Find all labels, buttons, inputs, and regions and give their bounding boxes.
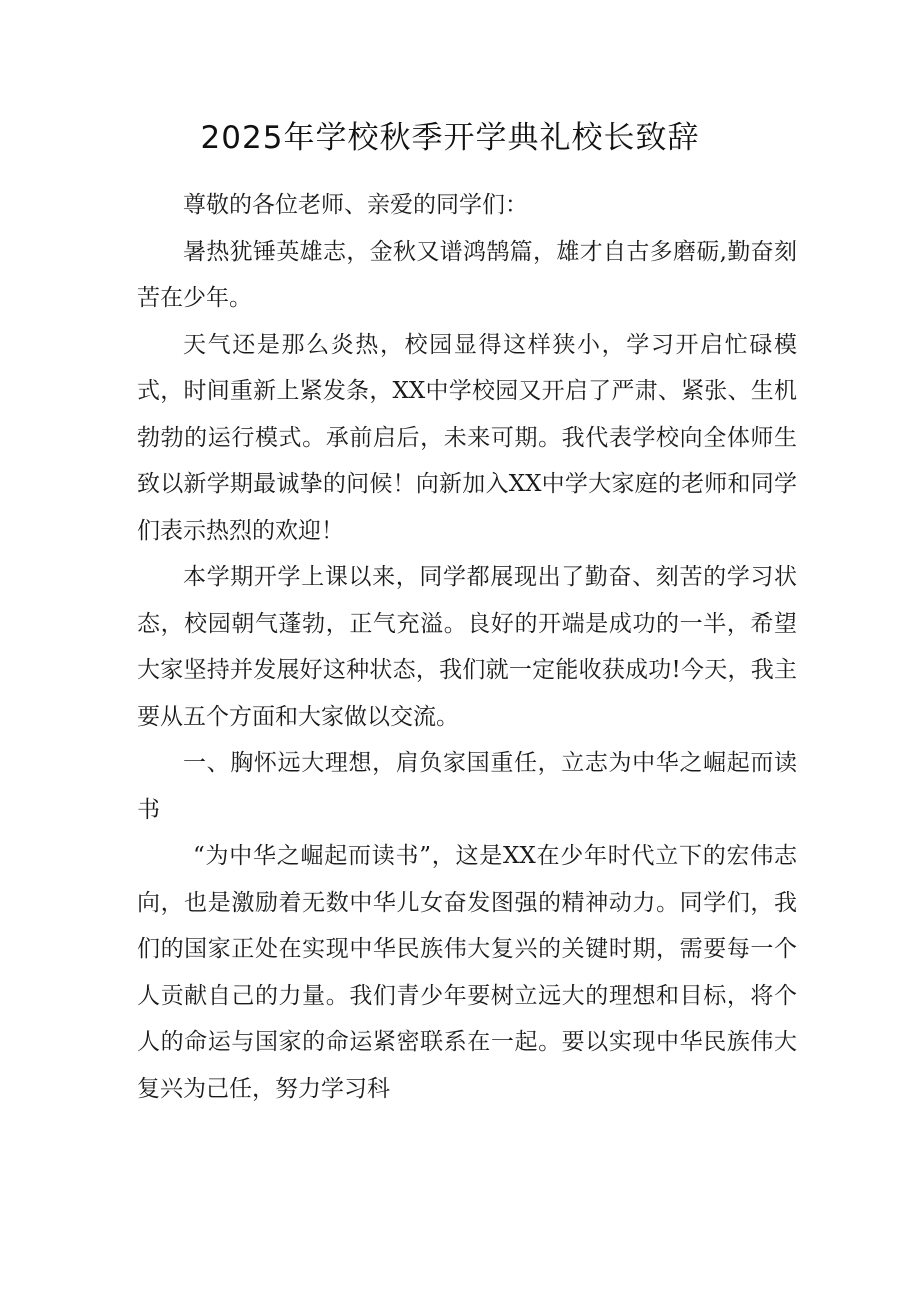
section-heading-one: 一、胸怀远大理想，肩负家国重任，立志为中华之崛起而读书 (137, 750, 797, 823)
opening-verse-paragraph: 暑热犹锤英雄志，金秋又谱鸿鹄篇，雄才自古多磨砺,勤奋刻苦在少年。 (137, 238, 797, 311)
introduction-paragraph: 本学期开学上课以来，同学都展现出了勤奋、刻苦的学习状态，校园朝气蓬勃，正气充溢。良好的开端是成功的一半，希望大家坚持并发展好这种状态，我们就一定能收获成功!今天，我主要从五个方面和大家做以交流。 (137, 564, 797, 730)
welcome-paragraph: 天气还是那么炎热，校园显得这样狭小，学习开启忙碌模式，时间重新上紧发条，XX中学校园又开启了严肃、紧张、生机勃勃的运行模式。承前启后，未来可期。我代表学校向全体师生致以新学期最诚挚的问候！向新加入XX中学大家庭的老师和同学们表示热烈的欢迎！ (137, 331, 797, 544)
document-body (137, 182, 797, 1112)
salutation-paragraph: 尊敬的各位老师、亲爱的同学们： (183, 192, 528, 218)
document-title: 2025年学校秋季开学典礼校长致辞 (200, 120, 700, 156)
section-one-paragraph: “为中华之崛起而读书”，这是XX在少年时代立下的宏伟志向，也是激励着无数中华儿女奋发图强的精神动力。同学们，我们的国家正处在实现中华民族伟大复兴的关键时期，需要每一个人贡献自己的力量。我们青少年要树立远大的理想和目标，将个人的命运与国家的命运紧密联系在一起。要以实现中华民族伟大复兴为己任，努力学习科 (137, 843, 797, 1102)
